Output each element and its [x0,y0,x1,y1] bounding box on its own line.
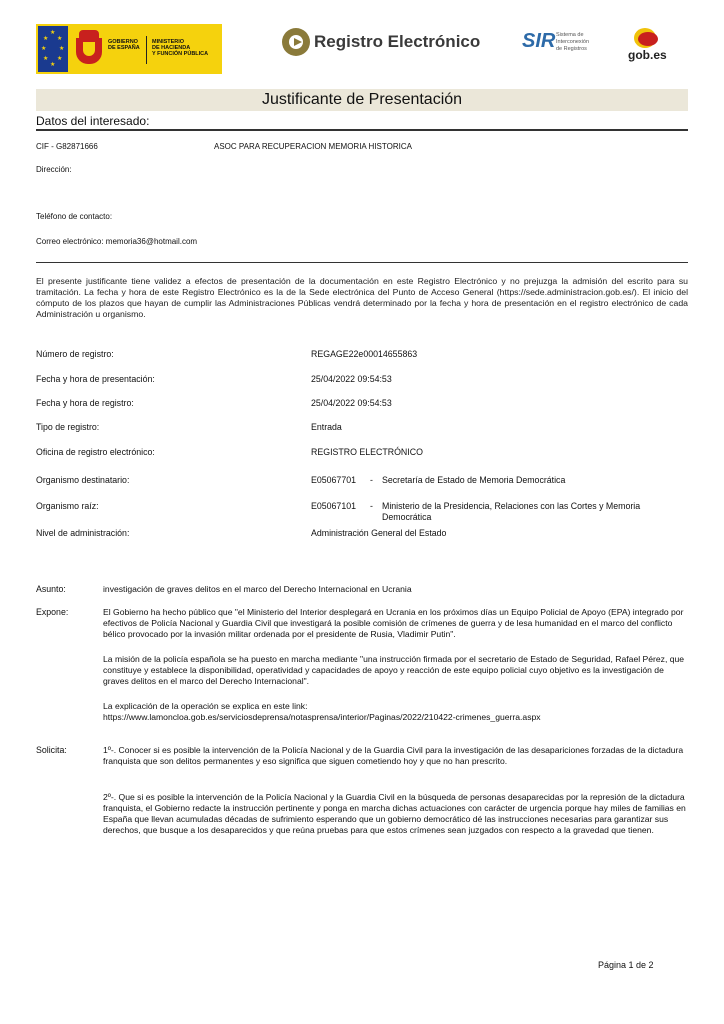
expone-paragraph-2: La misión de la policía española se ha puesto en marcha mediante "una instrucción firmada por el secretario de Estado de Seguridad, Rafael Pérez, que constituye y establece la disponibilidad, operatividad y capacidades de apoyo y reacción de este equipo policial cuyo objetivo es la investigación de graves delitos en el marco del Derecho Internacional". [103,654,685,686]
tipo-registro-value: Entrada [311,422,342,432]
numero-registro-label: Número de registro: [36,349,114,359]
expone-paragraph-1: El Gobierno ha hecho público que "el Ministerio del Interior desplegará en Ucrania en los próximos días un Equipo Policial de Apoyo (EPA) integrado por efectivos de Policía Nacional y Guardia Civil que investigará la posible comisión de crímenes de guerra y de lesa humanidad en el marco del conflicto bélico provocado por la invasión militar ordenada por el presidente de Rusia, Vladimir Putin". [103,607,684,639]
interesado-section-label: Datos del interesado: [36,114,150,128]
notice-text: El presente justificante tiene validez a efectos de presentación de la documentación en este Registro Electrónico y no prejuzga la admisión del escrito para su tramitación. La fecha y hora de este Registro Electrónico es la de la Sede electrónica del Punto de Acceso General (https://sede.administracion.gob.es/). El inicio del cómputo de los plazos que hayan de cumplir las Administraciones Públicas vendrá determinado por la fecha y hora de presentación en el registro electrónico de cada Administración u organismo. [36,276,688,319]
nivel-value: Administración General del Estado [311,528,447,538]
destinatario-label: Organismo destinatario: [36,475,130,485]
eu-flag-icon: ★ ★ ★ ★ ★ ★ ★ ★ [38,26,68,72]
raiz-label: Organismo raíz: [36,501,99,511]
ministerio-text: MINISTERIO DE HACIENDA Y FUNCIÓN PÚBLICA [152,39,209,57]
expone-label: Expone: [36,607,69,617]
nivel-label: Nivel de administración: [36,528,130,538]
notice-divider [36,262,688,263]
fecha-presentacion-label: Fecha y hora de presentación: [36,374,155,384]
registro-logo-text: Registro Electrónico [314,32,481,51]
destinatario-name: Secretaría de Estado de Memoria Democrática [382,475,566,485]
sir-mark: SIR [522,30,556,52]
gobierno-logo [36,24,222,74]
registro-electronico-logo [282,28,481,58]
correo-value: Correo electrónico: memoria36@hotmail.com [36,237,198,246]
oficina-label: Oficina de registro electrónico: [36,447,155,457]
coat-of-arms-icon [76,30,102,68]
section-divider [36,129,688,131]
gobierno-text: GOBIERNO DE ESPAÑA [108,39,140,51]
asunto-text: investigación de graves delitos en el marco del Derecho Internacional en Ucrania [103,584,412,594]
destinatario-code: E05067701 [311,475,357,485]
registro-arrow-icon [282,28,310,56]
interesado-name: ASOC PARA RECUPERACION MEMORIA HISTORICA [214,142,412,151]
expone-paragraph-3: La explicación de la operación se explica en este link: https://www.lamoncloa.gob.es/serviciosdeprensa/notasprensa/interior/Paginas/2022/210422-crimenes_guerra.aspx [103,701,541,722]
oficina-value: REGISTRO ELECTRÓNICO [311,447,423,457]
solicita-paragraph-1: 1º-. Conocer si es posible la intervención de la Policía Nacional y de la Guardia Civil para la investigación de las desapariciones forzadas de la dictadura franquista que son delitos permanentes y eso significa que siguen cometiendo hoy y que no han prescrito. [103,745,684,766]
numero-registro-value: REGAGE22e00014655863 [311,349,418,359]
direccion-label: Dirección: [36,165,72,174]
gobes-text: gob.es [628,48,667,62]
page-number: Página 1 de 2 [598,960,654,970]
tipo-registro-label: Tipo de registro: [36,422,100,432]
solicita-paragraph-2: 2º-. Que si es posible la intervención de la Policía Nacional y la Guardia Civil en la búsqueda de personas desaparecidas por la represión de la dictadura franquista, el Gobierno redacte la instrucción pertinente y ponga en marcha dichas actuaciones con carácter de urgencia porque hay miles de familias en España que llevan acumuladas décadas de sufrimiento esperando que un gobierno democrático dé las instrucciones necesarias para garantizar sus derechos, que busque a los desaparecidos y que reúna pruebas para que estos crímenes sean juzgados con respecto a la gravedad que tienen. [103,792,686,835]
sir-text: Sistema de Interconexión de Registros [556,32,590,52]
telefono-label: Teléfono de contacto: [36,212,113,221]
raiz-dash: - [370,501,373,511]
raiz-code: E05067101 [311,501,357,511]
title-bar [36,89,688,111]
sir-logo [522,30,602,60]
gobes-logo [626,28,686,64]
destinatario-dash: - [370,475,373,485]
asunto-label: Asunto: [36,584,66,594]
fecha-presentacion-value: 25/04/2022 09:54:53 [311,374,392,384]
document-header [0,0,724,80]
cif-value: CIF - G82871666 [36,142,98,151]
document-title: Justificante de Presentación [261,91,463,108]
fecha-registro-value: 25/04/2022 09:54:53 [311,398,392,408]
solicita-label: Solicita: [36,745,67,755]
fecha-registro-label: Fecha y hora de registro: [36,398,134,408]
raiz-name: Ministerio de la Presidencia, Relaciones con las Cortes y Memoria Democrática [382,501,641,522]
